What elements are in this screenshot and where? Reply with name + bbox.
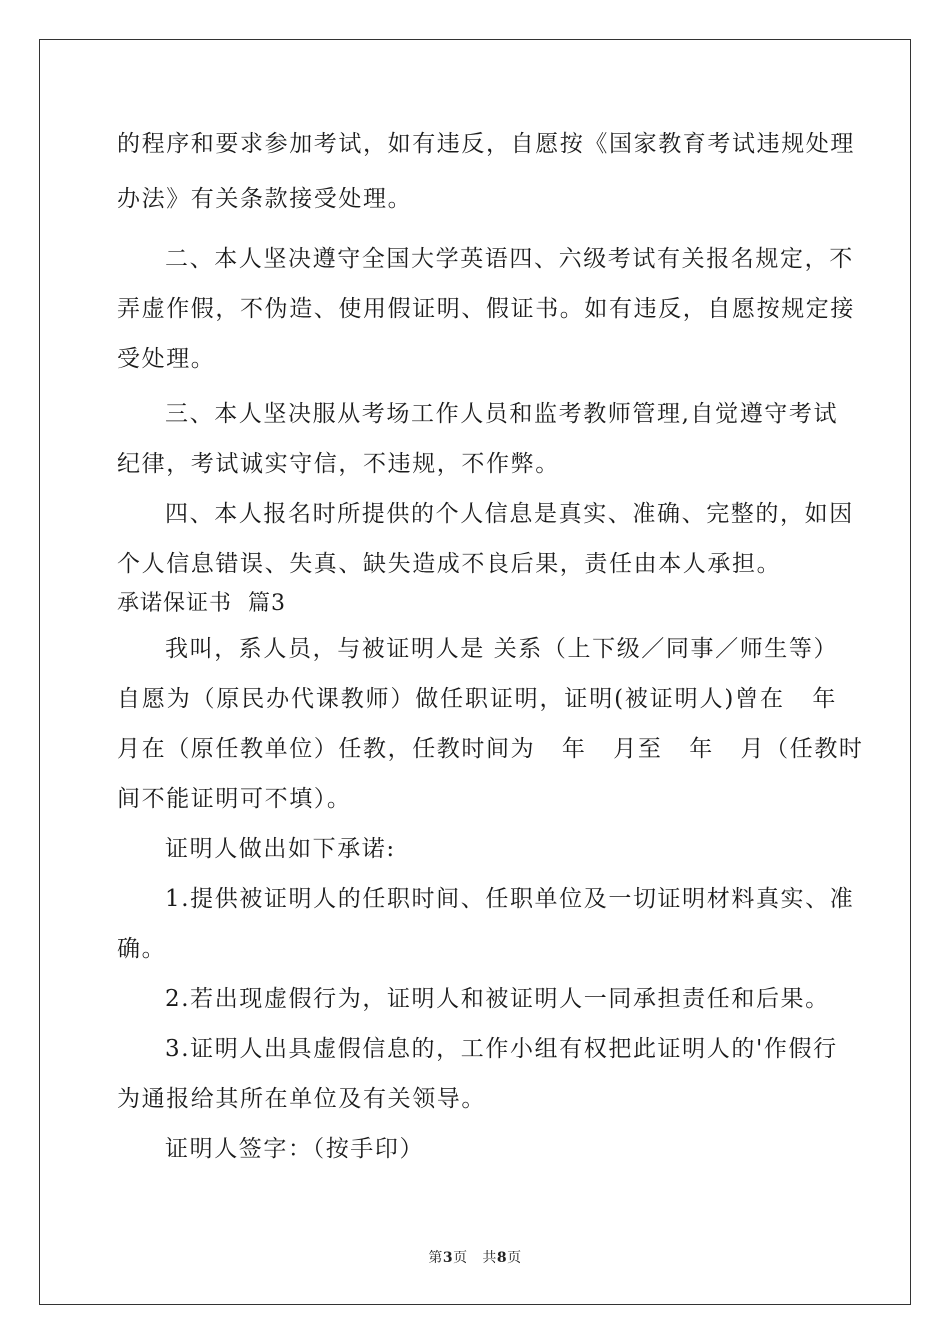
text-line: 证明人做出如下承诺: [165,836,396,862]
text-line: 个人信息错误、失真、缺失造成不良后果，责任由本人承担。 [117,551,782,577]
page-prefix: 第 [428,1250,443,1266]
text-line: 四、本人报名时所提供的个人信息是真实、准确、完整的，如因 [165,501,854,527]
text-line: 纪律，考试诚实守信，不违规，不作弊。 [117,451,560,477]
page-footer [0,1247,950,1267]
text-line: 三、本人坚决服从考场工作人员和监考教师管理,自觉遵守考试 [165,401,839,427]
total-suffix: 页 [507,1250,522,1266]
text-line: 弄虚作假，不伪造、使用假证明、假证书。如有违反，自愿按规定接 [117,296,855,322]
text-line: 月在（原任教单位）任教，任教时间为 年 月至 年 月（任教时 [117,736,864,762]
text-line: 间不能证明可不填）。 [117,786,352,812]
text-line: 办法》有关条款接受处理。 [117,186,413,212]
total-prefix: 共 [482,1250,497,1266]
page-suffix: 页 [453,1250,468,1266]
section-heading: 承诺保证书 篇3 [117,591,286,616]
text-line: 证明人签字：（按手印） [165,1136,425,1162]
text-line: 2.若出现虚假行为，证明人和被证明人一同承担责任和后果。 [165,986,830,1012]
text-line: 二、本人坚决遵守全国大学英语四、六级考试有关报名规定，不 [165,246,854,272]
total-pages: 8 [496,1250,508,1266]
text-line: 为通报给其所在单位及有关领导。 [117,1086,486,1112]
text-line: 我叫，系人员，与被证明人是 关系（上下级／同事／师生等） [165,636,839,662]
text-line: 3.证明人出具虚假信息的，工作小组有权把此证明人的'作假行 [165,1036,838,1062]
text-line: 受处理。 [117,346,216,372]
text-line: 的程序和要求参加考试，如有违反，自愿按《国家教育考试违规处理 [117,131,855,157]
text-line: 确。 [117,936,167,962]
text-line: 自愿为（原民办代课教师）做任职证明，证明(被证明人)曾在 年 [117,686,837,712]
text-line: 1.提供被证明人的任职时间、任职单位及一切证明材料真实、准 [165,886,855,912]
page-number: 3 [442,1250,454,1266]
